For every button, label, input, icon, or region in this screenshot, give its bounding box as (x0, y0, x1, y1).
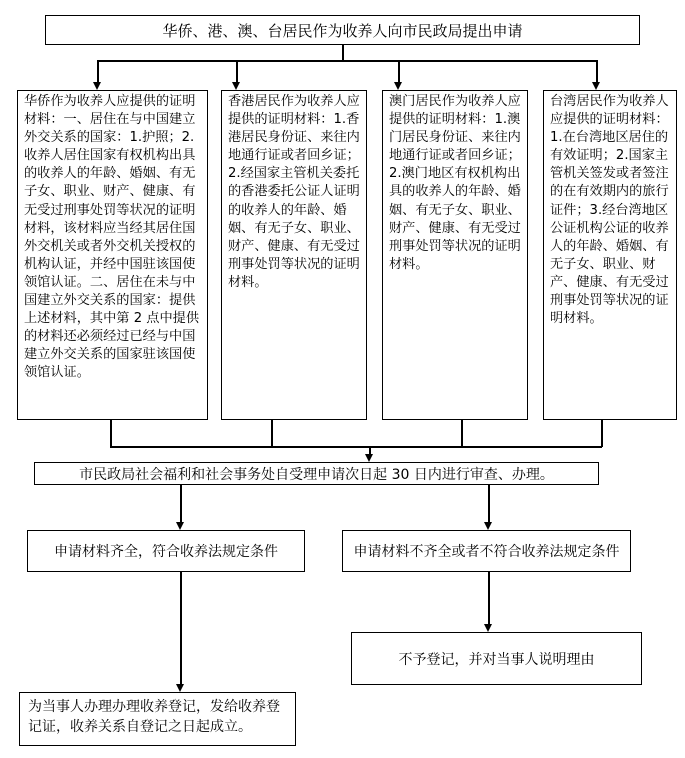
connector (236, 60, 238, 82)
start-text: 华侨、港、澳、台居民作为收养人向市民政局提出申请 (162, 21, 523, 40)
connector (596, 60, 598, 82)
arrow-down-icon (93, 82, 101, 90)
connector (180, 485, 182, 522)
review-box (34, 462, 599, 485)
arrow-down-icon (365, 454, 373, 462)
arrow-down-icon (592, 82, 600, 90)
approved-result-text: 为当事人办理办理收养登记，发给收养登记证，收养关系自登记之日起成立。 (28, 699, 280, 735)
connector (342, 45, 344, 61)
start-box (45, 15, 640, 45)
rejected-condition-box (342, 530, 631, 572)
connector (601, 420, 603, 447)
connector (488, 485, 490, 522)
taiwan-requirements-text: 台湾居民作为收养人应提供的证明材料：1.在台湾地区居住的有效证明；2.国家主管机关签发或者签注的在有效期内的旅行证件；3.经台湾地区公证机构公证的收养人的年龄、婚姻、有无子女、职业、财产、健康、有无受过刑事处罚等状况的证明材料。 (550, 94, 669, 327)
rejected-result-text: 不予登记，并对当事人说明理由 (398, 651, 595, 668)
hong-kong-requirements-box (221, 90, 367, 420)
approved-condition-text: 申请材料齐全，符合收养法规定条件 (54, 544, 278, 560)
connector (180, 572, 182, 684)
connector (271, 420, 273, 447)
rejected-condition-text: 申请材料不齐全或者不符合收养法规定条件 (353, 544, 620, 560)
connector (461, 420, 463, 447)
approved-result-box (19, 692, 296, 746)
overseas-chinese-requirements-box (17, 90, 208, 420)
macao-requirements-text: 澳门居民作为收养人应提供的证明材料：1.澳门居民身份证、来往内地通行证或者回乡证；2.澳门地区有权机构出具的收养人的年龄、婚姻、有无子女、职业、财产、健康、有无受过刑事处罚等状况的证明材料。 (389, 94, 521, 272)
overseas-chinese-requirements-text: 华侨作为收养人应提供的证明材料：一、居住在与中国建立外交关系的国家：1.护照；2.收养人居住国家有权机构出具的收养人的年龄、婚姻、有无子女、职业、财产、健康、有无受过刑事处罚等状况的证明材料，该材料应当经其居住国外交机关或者外交机关授权的机构认证，并经中国驻该国使领馆认证。二、居住在未与中国建立外交关系的国家：提供上述材料，其中第 2 点中提供的材料还必须经过已经与中国建立外交关系的国家驻该国使领馆认证。 (24, 94, 200, 381)
connector (110, 420, 112, 447)
arrow-down-icon (484, 522, 492, 530)
arrow-down-icon (176, 684, 184, 692)
connector (369, 446, 371, 454)
taiwan-requirements-box (543, 90, 677, 420)
rejected-result-box (351, 632, 642, 685)
arrow-down-icon (232, 82, 240, 90)
connector (398, 60, 400, 82)
macao-requirements-box (382, 90, 528, 420)
arrow-down-icon (394, 82, 402, 90)
hong-kong-requirements-text: 香港居民作为收养人应提供的证明材料：1.香港居民身份证、来往内地通行证或者回乡证；2.经国家主管机关委托的香港委托公证人证明的收养人的年龄、婚姻、有无子女、职业、财产、健康、有无受过刑事处罚等状况的证明材料。 (228, 94, 360, 290)
arrow-down-icon (484, 624, 492, 632)
connector (488, 572, 490, 624)
connector (97, 60, 99, 82)
arrow-down-icon (176, 522, 184, 530)
review-text: 市民政局社会福利和社会事务处自受理申请次日起 30 日内进行审查、办理。 (79, 466, 554, 483)
approved-condition-box (27, 530, 305, 572)
connector (110, 446, 602, 448)
connector (97, 60, 597, 62)
